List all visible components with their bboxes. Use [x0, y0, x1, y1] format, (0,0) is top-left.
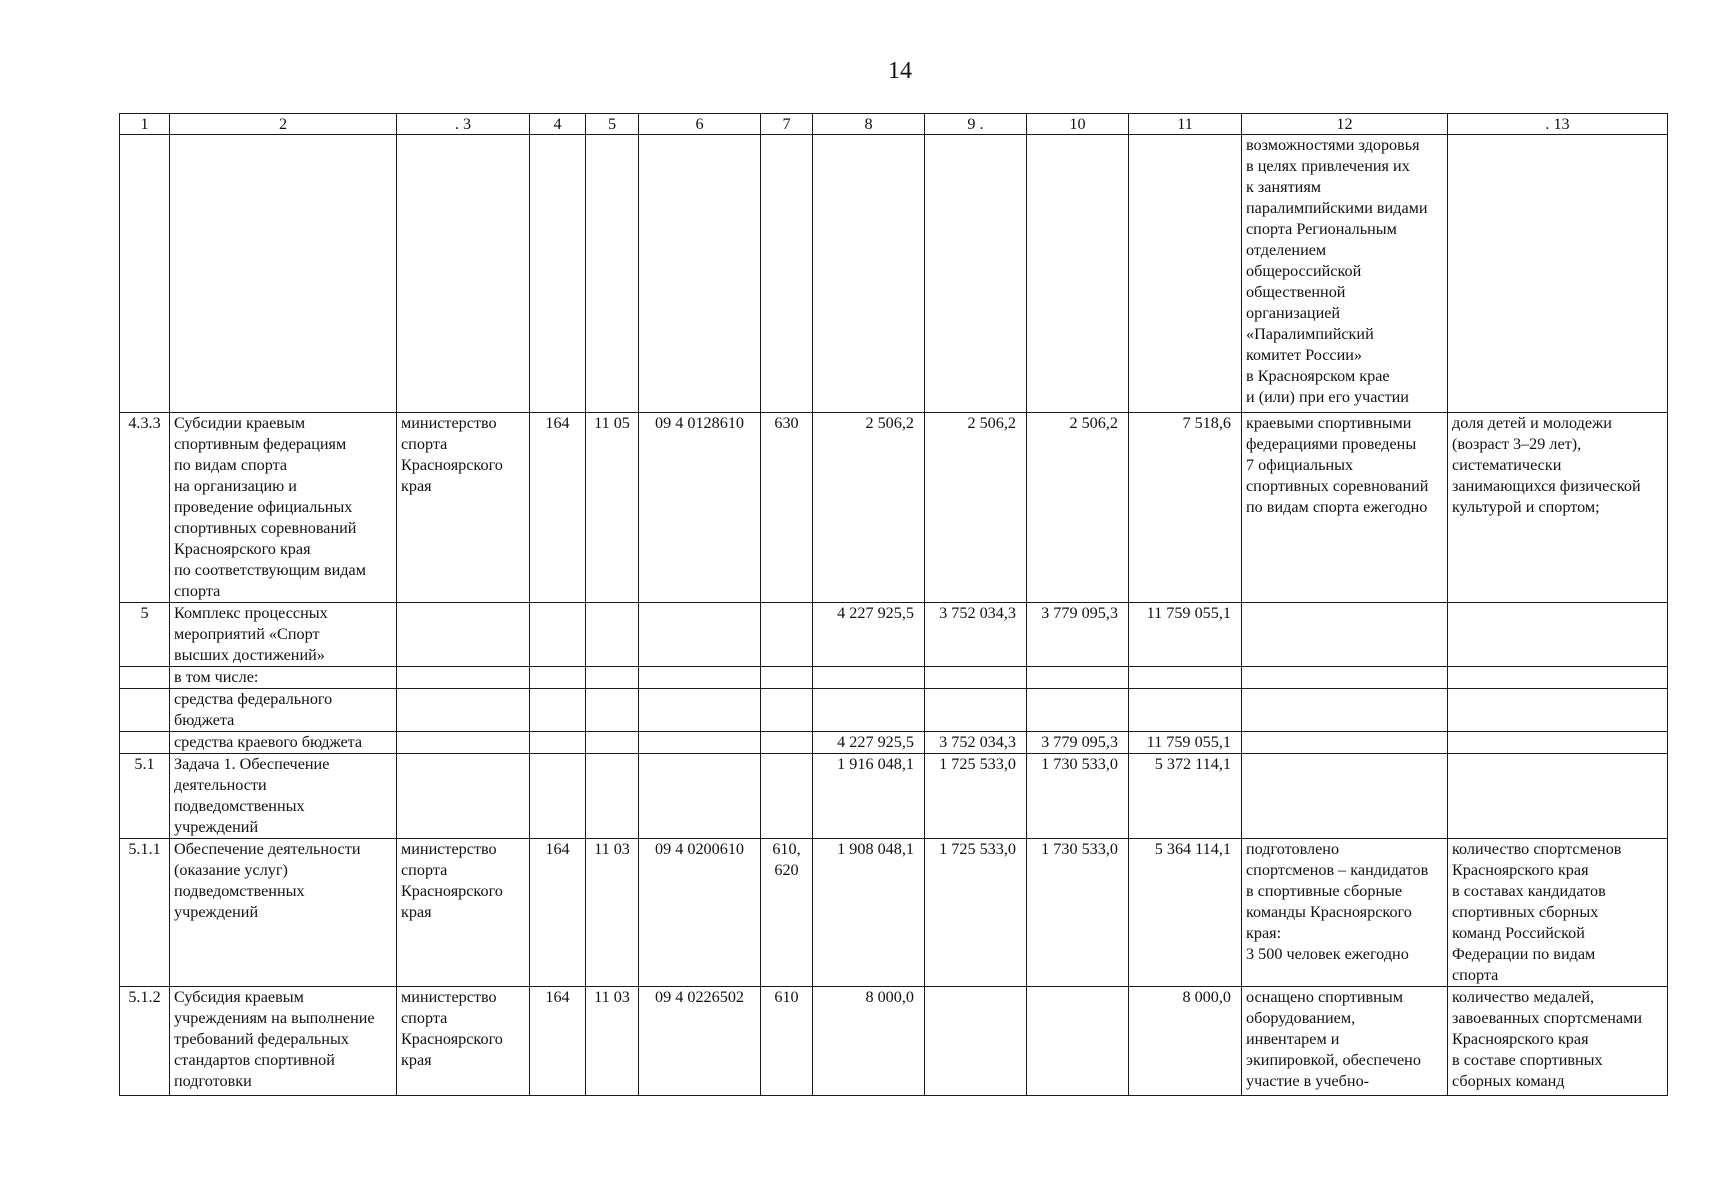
table-cell: 3 779 095,3: [1027, 603, 1129, 667]
table-cell: средства федерального бюджета: [170, 689, 397, 732]
table-cell: [397, 754, 530, 839]
table-cell: [1027, 987, 1129, 1096]
table-cell: [1448, 603, 1668, 667]
table-header-row: [120, 114, 1668, 135]
table-cell: [397, 667, 530, 689]
table-cell: 1 730 533,0: [1027, 754, 1129, 839]
table-cell: [586, 754, 639, 839]
table-cell: 3 752 034,3: [925, 603, 1027, 667]
table-row: [120, 987, 1668, 1096]
table-cell: 11 03: [586, 987, 639, 1096]
table-cell: 1 730 533,0: [1027, 839, 1129, 987]
table-cell: 09 4 0226502: [639, 987, 761, 1096]
table-cell: 2 506,2: [925, 413, 1027, 603]
table-cell: [170, 135, 397, 413]
page-number: 14: [888, 58, 912, 84]
table-cell: [120, 689, 170, 732]
table-cell: [1027, 135, 1129, 413]
table-cell: министерство спорта Красноярского края: [397, 839, 530, 987]
table-cell: [639, 732, 761, 754]
table-cell: средства краевого бюджета: [170, 732, 397, 754]
table-cell: 610, 620: [761, 839, 813, 987]
table-cell: [761, 732, 813, 754]
column-number-9: 9 .: [925, 114, 1027, 135]
table-cell: [1448, 732, 1668, 754]
table-row: [120, 135, 1668, 413]
column-number-7: 7: [761, 114, 813, 135]
table-cell: 11 759 055,1: [1129, 603, 1242, 667]
table-cell: 1 916 048,1: [813, 754, 925, 839]
table-cell: 610: [761, 987, 813, 1096]
table-cell: [813, 135, 925, 413]
table-cell: [925, 987, 1027, 1096]
table-row: [120, 839, 1668, 987]
program-table: [119, 113, 1668, 1096]
table-row: [120, 732, 1668, 754]
table-cell: 5 364 114,1: [1129, 839, 1242, 987]
column-number-6: 6: [639, 114, 761, 135]
table-cell: министерство спорта Красноярского края: [397, 413, 530, 603]
table-cell: [639, 603, 761, 667]
table-cell: [813, 667, 925, 689]
table-cell: 1 908 048,1: [813, 839, 925, 987]
table-cell: Субсидия краевым учреждениям на выполнение требований федеральных стандартов спортивной подготовки: [170, 987, 397, 1096]
column-number-13: . 13: [1448, 114, 1668, 135]
table-cell: [397, 603, 530, 667]
column-number-2: 2: [170, 114, 397, 135]
table-cell: [530, 603, 586, 667]
table-row: [120, 413, 1668, 603]
table-cell: [120, 135, 170, 413]
table-cell: 8 000,0: [813, 987, 925, 1096]
table-cell: 4.3.3: [120, 413, 170, 603]
table-cell: [1448, 754, 1668, 839]
table-cell: [813, 689, 925, 732]
table-cell: [397, 732, 530, 754]
table-cell: [530, 689, 586, 732]
table-cell: [586, 732, 639, 754]
column-number-5: 5: [586, 114, 639, 135]
table-cell: 1 725 533,0: [925, 754, 1027, 839]
table-cell: [761, 689, 813, 732]
table-cell: [397, 689, 530, 732]
table-cell: 3 752 034,3: [925, 732, 1027, 754]
table-cell: 8 000,0: [1129, 987, 1242, 1096]
table-cell: [1129, 689, 1242, 732]
table-cell: [1242, 603, 1448, 667]
table-cell: 4 227 925,5: [813, 732, 925, 754]
table-cell: Субсидии краевым спортивным федерациям по видам спорта на организацию и проведение официальных спортивных соревнований Красноярского края по соответствующим видам спорта: [170, 413, 397, 603]
table-cell: 4 227 925,5: [813, 603, 925, 667]
table-cell: 164: [530, 413, 586, 603]
table-cell: [639, 135, 761, 413]
table-cell: краевыми спортивными федерациями проведены 7 официальных спортивных соревнований по видам спорта ежегодно: [1242, 413, 1448, 603]
table-cell: доля детей и молодежи (возраст 3–29 лет), систематически занимающихся физической культурой и спортом;: [1448, 413, 1668, 603]
table-cell: [120, 667, 170, 689]
table-cell: Задача 1. Обеспечение деятельности подведомственных учреждений: [170, 754, 397, 839]
table-cell: 1 725 533,0: [925, 839, 1027, 987]
table-cell: 630: [761, 413, 813, 603]
table-cell: [761, 754, 813, 839]
table-cell: 09 4 0128610: [639, 413, 761, 603]
table-cell: оснащено спортивным оборудованием, инвентарем и экипировкой, обеспечено участие в учебно-: [1242, 987, 1448, 1096]
table-cell: [1448, 689, 1668, 732]
table-cell: количество спортсменов Красноярского края в составах кандидатов спортивных сборных команд Российской Федерации по видам спорта: [1448, 839, 1668, 987]
table-cell: [1242, 754, 1448, 839]
table-cell: [1129, 667, 1242, 689]
column-number-3: . 3: [397, 114, 530, 135]
table-cell: 09 4 0200610: [639, 839, 761, 987]
table-cell: [1129, 135, 1242, 413]
table-cell: [639, 667, 761, 689]
table-cell: 7 518,6: [1129, 413, 1242, 603]
column-number-11: 11: [1129, 114, 1242, 135]
table-cell: [1242, 732, 1448, 754]
table-cell: 5: [120, 603, 170, 667]
table-cell: [586, 603, 639, 667]
table-row: [120, 667, 1668, 689]
table-cell: [1027, 689, 1129, 732]
table-cell: [761, 667, 813, 689]
table-cell: [397, 135, 530, 413]
table-cell: Обеспечение деятельности (оказание услуг) подведомственных учреждений: [170, 839, 397, 987]
table-cell: подготовлено спортсменов – кандидатов в спортивные сборные команды Красноярского края: 3 500 человек ежегодно: [1242, 839, 1448, 987]
table-cell: возможностями здоровья в целях привлечения их к занятиям паралимпийскими видами спорта Региональным отделением общероссийской общественной организацией «Паралимпийский комитет России» в Красноярском крае и (или) при его участии: [1242, 135, 1448, 413]
table-cell: [120, 732, 170, 754]
table-cell: [925, 667, 1027, 689]
table-cell: 11 03: [586, 839, 639, 987]
table-cell: [530, 732, 586, 754]
table-cell: 5 372 114,1: [1129, 754, 1242, 839]
table-cell: 5.1: [120, 754, 170, 839]
table-cell: количество медалей, завоеванных спортсменами Красноярского края в составе спортивных сборных команд: [1448, 987, 1668, 1096]
table-cell: 5.1.1: [120, 839, 170, 987]
column-number-8: 8: [813, 114, 925, 135]
table-cell: [1242, 667, 1448, 689]
table-cell: [1448, 135, 1668, 413]
column-number-4: 4: [530, 114, 586, 135]
table-cell: 164: [530, 839, 586, 987]
table-cell: [1448, 667, 1668, 689]
table-cell: [639, 754, 761, 839]
table-row: [120, 689, 1668, 732]
table-cell: [639, 689, 761, 732]
table-cell: [925, 135, 1027, 413]
table-cell: 164: [530, 987, 586, 1096]
table-cell: [1027, 667, 1129, 689]
table-row: [120, 603, 1668, 667]
table-row: [120, 754, 1668, 839]
table-cell: [925, 689, 1027, 732]
table-cell: 2 506,2: [1027, 413, 1129, 603]
table-cell: [586, 135, 639, 413]
table-cell: [761, 603, 813, 667]
table-cell: Комплекс процессных мероприятий «Спорт высших достижений»: [170, 603, 397, 667]
table-cell: [586, 667, 639, 689]
table-cell: 2 506,2: [813, 413, 925, 603]
table-cell: [530, 754, 586, 839]
table-cell: [530, 667, 586, 689]
table-cell: в том числе:: [170, 667, 397, 689]
column-number-12: 12: [1242, 114, 1448, 135]
table-cell: [530, 135, 586, 413]
table-cell: [1242, 689, 1448, 732]
table-cell: 11 759 055,1: [1129, 732, 1242, 754]
table-cell: 3 779 095,3: [1027, 732, 1129, 754]
column-number-10: 10: [1027, 114, 1129, 135]
table-cell: [761, 135, 813, 413]
column-number-1: 1: [120, 114, 170, 135]
table-cell: 11 05: [586, 413, 639, 603]
table-cell: министерство спорта Красноярского края: [397, 987, 530, 1096]
table-cell: 5.1.2: [120, 987, 170, 1096]
table-cell: [586, 689, 639, 732]
